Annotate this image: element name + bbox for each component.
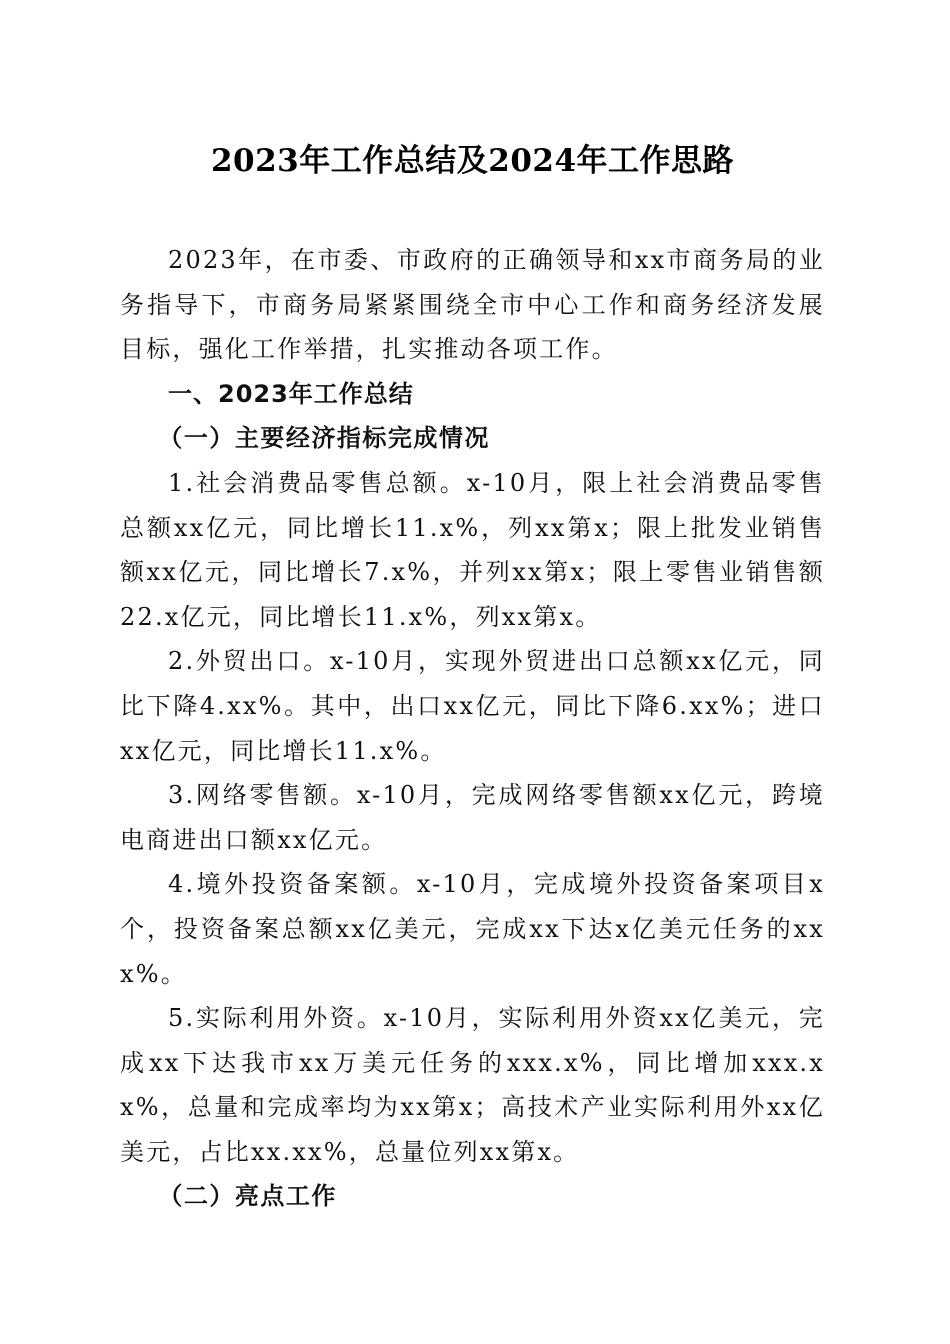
- paragraph-online-retail: 3.网络零售额。x-10月，完成网络零售额xx亿元，跨境电商进出口额xx亿元。: [120, 781, 825, 854]
- document-body: [120, 238, 825, 1219]
- section-heading-summary: 一、2023年工作总结: [168, 379, 414, 408]
- document-title: 2023年工作总结及2024年工作思路: [210, 143, 735, 179]
- paragraph-overseas-investment: 4.境外投资备案额。x-10月，完成境外投资备案项目x个，投资备案总额xx亿美元，完成xx下达x亿美元任务的xxx%。: [120, 870, 825, 988]
- paragraph-foreign-capital: 5.实际利用外资。x-10月，实际利用外资xx亿美元，完成xx下达我市xx万美元任务的xxx.x%，同比增加xxx.xx%，总量和完成率均为xx第x；高技术产业实际利用外xx亿美元，占比xx.xx%，总量位列xx第x。: [120, 1004, 825, 1166]
- intro-paragraph: 2023年，在市委、市政府的正确领导和xx市商务局的业务指导下，市商务局紧紧围绕全市中心工作和商务经济发展目标，强化工作举措，扎实推动各项工作。: [120, 246, 825, 364]
- subsection-heading-indicators: （一）主要经济指标完成情况: [158, 423, 490, 453]
- subsection-heading-highlights: （二）亮点工作: [158, 1181, 337, 1211]
- paragraph-retail-sales: 1.社会消费品零售总额。x-10月，限上社会消费品零售总额xx亿元，同比增长11.x%，列xx第x；限上批发业销售额xx亿元，同比增长7.x%，并列xx第x；限上零售业销售额22.x亿元，同比增长11.x%，列xx第x。: [120, 468, 825, 631]
- paragraph-foreign-trade: 2.外贸出口。x-10月，实现外贸进出口总额xx亿元，同比下降4.xx%。其中，出口xx亿元，同比下降6.xx%；进口xx亿元，同比增长11.x%。: [120, 647, 825, 765]
